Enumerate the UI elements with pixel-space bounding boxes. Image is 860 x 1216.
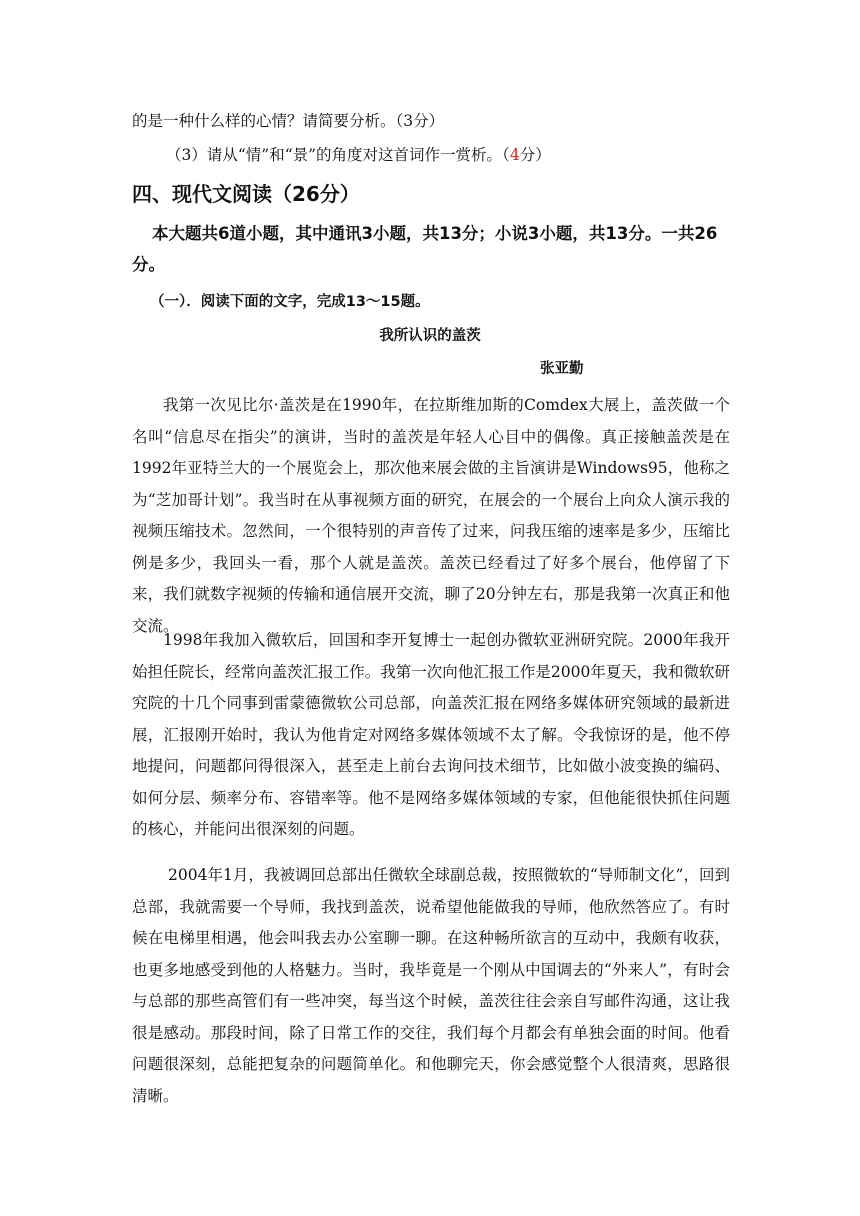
article-paragraph-2: 1998年我加入微软后，回国和李开复博士一起创办微软亚洲研究院。2000年我开始担任院长，经常向盖茨汇报工作。我第一次向他汇报工作是2000年夏天，我和微软研究院的十几个同事到雷蒙德微软公司总部，向盖茨汇报在网络多媒体研究领域的最新进展，汇报刚开始时，我认为他肯定对网络多媒体领域不太了解。令我惊讶的是，他不停地提问，问题都问得很深入，甚至走上前台去询问技术细节，比如做小波变换的编码、如何分层、频率分布、容错率等。他不是网络多媒体领域的专家，但他能很快抓住问题的核心，并能问出很深刻的问题。: [132, 631, 730, 838]
sub-heading: （一）．阅读下面的文字，完成13～15题。: [150, 294, 430, 310]
section-heading: 四、现代文阅读（26分）: [132, 182, 360, 206]
question-3-score: 4: [509, 146, 520, 164]
question-3: [166, 145, 551, 165]
article-paragraph-1: 我第一次见比尔·盖茨是在1990年，在拉斯维加斯的Comdex大展上，盖茨做一个名叫“信息尽在指尖”的演讲，当时的盖茨是年轻人心目中的偶像。真正接触盖茨是在1992年亚特兰大的一个展览会上，那次他来展会做的主旨演讲是Windows95，他称之为“芝加哥计划”。我当时在从事视频方面的研究，在展会的一个展台上向众人演示我的视频压缩技术。忽然间，一个很特别的声音传了过来，问我压缩的速率是多少，压缩比例是多少，我回头一看，那个人就是盖茨。盖茨已经看过了好多个展台，他停留了下来，我们就数字视频的传输和通信展开交流，聊了20分钟左右，那是我第一次真正和他交流。: [132, 396, 730, 635]
article-paragraph-3: 2004年1月，我被调回总部出任微软全球副总裁，按照微软的“导师制文化”，回到总部，我就需要一个导师，我找到盖茨，说希望他能做我的导师，他欣然答应了。有时候在电梯里相遇，他会叫我去办公室聊一聊。在这种畅所欲言的互动中，我颇有收获，也更多地感受到他的人格魅力。当时，我毕竟是一个刚从中国调去的“外来人”，有时会与总部的那些高管们有一些冲突，每当这个时候，盖茨往往会亲自写邮件沟通，这让我很是感动。那段时间，除了日常工作的交往，我们每个月都会有单独会面的时间。他看问题很深刻，总能把复杂的问题简单化。和他聊完天，你会感觉整个人很清爽，思路很清晰。: [132, 866, 730, 1105]
article-author: 张亚勤: [540, 361, 584, 377]
article-title: 我所认识的盖茨: [379, 328, 481, 344]
question-continuation: 的是一种什么样的心情？请简要分析。（3分）: [132, 112, 445, 130]
section-intro: 本大题共6道小题，其中通讯3小题，共13分；小说3小题，共13分。一共26分。: [132, 224, 718, 274]
question-3-text: （3）请从“情”和“景”的角度对这首词作一赏析。（: [166, 146, 510, 164]
question-3-suffix: 分）: [519, 146, 551, 164]
